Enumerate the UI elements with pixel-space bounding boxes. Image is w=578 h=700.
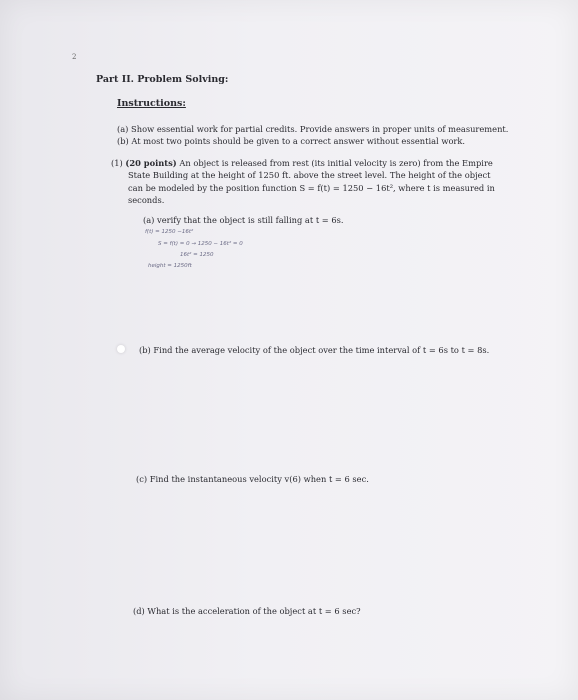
handwritten-line-3: 16t² = 1250: [180, 252, 214, 258]
part-heading: Part II. Problem Solving:: [96, 74, 229, 85]
instruction-b: (b) At most two points should be given to a correct answer without essential work.: [117, 136, 466, 146]
problem-text-1: An object is released from rest (its initial velocity is zero) from the Empire: [179, 158, 493, 168]
question-a: (a) verify that the object is still falling at t = 6s.: [143, 215, 344, 225]
instructions-heading: Instructions:: [117, 98, 186, 109]
handwritten-line-4: height = 1250ft: [148, 263, 192, 269]
problem-statement: [111, 157, 536, 206]
question-d: (d) What is the acceleration of the object at t = 6 sec?: [133, 606, 361, 616]
instruction-a: (a) Show essential work for partial credits. Provide answers in proper units of measurement.: [117, 124, 509, 134]
handwritten-line-2: S = f(t) = 0 → 1250 − 16t² = 0: [158, 241, 243, 247]
problem-text-4: seconds.: [128, 194, 165, 205]
problem-text-2: State Building at the height of 1250 ft. above the street level. The height of the object: [128, 170, 491, 181]
handwritten-line-1: f(t) = 1250 −16t²: [145, 229, 194, 235]
problem-number: (1): [111, 158, 123, 168]
page-number: 2: [72, 53, 77, 61]
question-c: (c) Find the instantaneous velocity v(6) when t = 6 sec.: [136, 474, 369, 484]
question-b: (b) Find the average velocity of the object over the time interval of t = 6s to t = 8s.: [139, 345, 490, 355]
bullet-dot-icon: [117, 345, 125, 353]
problem-points: (20 points): [125, 158, 177, 168]
problem-text-3: can be modeled by the position function S = f(t) = 1250 − 16t², where t is measured in: [128, 182, 495, 193]
